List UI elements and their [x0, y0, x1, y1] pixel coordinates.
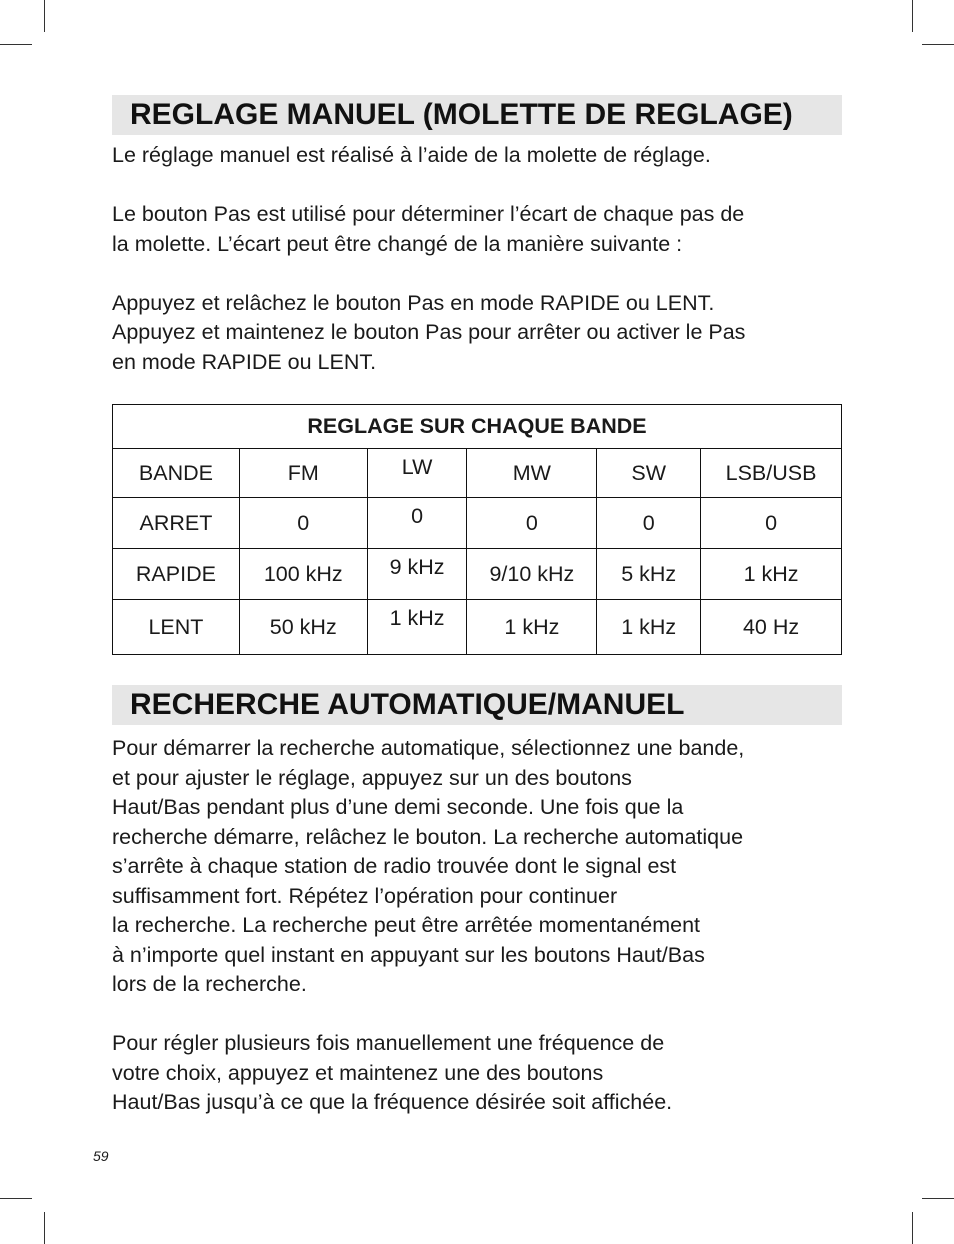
text-line: Appuyez et relâchez le bouton Pas en mode RAPIDE ou LENT.: [112, 290, 715, 315]
paragraph: [112, 141, 842, 171]
text-line: Le bouton Pas est utilisé pour déterminer l’écart de chaque pas de: [112, 202, 745, 226]
table-cell: LSB/USB: [701, 449, 842, 498]
text-line: Haut/Bas jusqu’à ce que la fréquence désirée soit affichée.: [112, 1090, 673, 1114]
table-row: [113, 449, 842, 498]
table-cell: 0: [467, 498, 597, 549]
crop-mark: [912, 0, 913, 32]
table-cell: BANDE: [113, 449, 240, 498]
table-cell: 1 kHz: [597, 600, 701, 655]
table-cell: FM: [239, 449, 367, 498]
crop-mark: [44, 1212, 45, 1244]
section-heading-manual-tuning: REGLAGE MANUEL (MOLETTE DE REGLAGE): [112, 95, 842, 135]
band-step-table: [112, 404, 842, 655]
table-cell: LENT: [113, 600, 240, 655]
table-cell: 100 kHz: [239, 549, 367, 600]
table-cell: 50 kHz: [239, 600, 367, 655]
paragraph: [112, 734, 842, 1000]
crop-mark: [44, 0, 45, 32]
text-line: suffisamment fort. Répétez l’opération pour continuer: [112, 883, 618, 908]
text-line: Pour démarrer la recherche automatique, sélectionnez une bande,: [112, 736, 745, 760]
table-cell: SW: [597, 449, 701, 498]
table-cell: ARRET: [113, 498, 240, 549]
table-cell: 9 kHz: [367, 549, 467, 600]
text-line: en mode RAPIDE ou LENT.: [112, 349, 377, 374]
table-cell: 1 kHz: [367, 600, 467, 655]
page-number: 59: [93, 1148, 109, 1164]
text-line: Pour régler plusieurs fois manuellement une fréquence de: [112, 1031, 665, 1055]
paragraph: [112, 289, 842, 378]
table-cell: 0: [597, 498, 701, 549]
crop-mark: [912, 1212, 913, 1244]
table-cell: MW: [467, 449, 597, 498]
crop-mark: [0, 44, 32, 45]
table-cell: LW: [367, 449, 467, 498]
table-cell: 40 Hz: [701, 600, 842, 655]
page-content: [112, 95, 842, 1118]
text-line: à n’importe quel instant en appuyant sur les boutons Haut/Bas: [112, 942, 705, 967]
text-line: la molette. L’écart peut être changé de la manière suivante :: [112, 231, 683, 256]
text-line: et pour ajuster le réglage, appuyez sur un des boutons: [112, 765, 632, 790]
text-line: s’arrête à chaque station de radio trouvée dont le signal est: [112, 854, 677, 878]
table-cell: 1 kHz: [701, 549, 842, 600]
paragraph: [112, 1029, 842, 1118]
table-cell: 5 kHz: [597, 549, 701, 600]
text-line: la recherche. La recherche peut être arrêtée momentanément: [112, 913, 700, 937]
text-line: Haut/Bas pendant plus d’une demi seconde. Une fois que la: [112, 795, 684, 819]
text-line: Appuyez et maintenez le bouton Pas pour arrêter ou activer le Pas: [112, 320, 746, 344]
table-cell: RAPIDE: [113, 549, 240, 600]
text-line: lors de la recherche.: [112, 972, 307, 996]
text-line: recherche démarre, relâchez le bouton. La recherche automatique: [112, 824, 744, 849]
crop-mark: [0, 1198, 32, 1199]
table-title: REGLAGE SUR CHAQUE BANDE: [113, 405, 842, 449]
table-cell: 0: [701, 498, 842, 549]
text-line: Le réglage manuel est réalisé à l’aide de la molette de réglage.: [112, 143, 711, 167]
crop-mark: [922, 1198, 954, 1199]
table-row: [113, 498, 842, 549]
text-line: votre choix, appuyez et maintenez une des boutons: [112, 1060, 604, 1085]
table-row: [113, 549, 842, 600]
paragraph: [112, 200, 842, 259]
table-cell: 9/10 kHz: [467, 549, 597, 600]
crop-mark: [922, 44, 954, 45]
section-heading-search: RECHERCHE AUTOMATIQUE/MANUEL: [112, 685, 842, 725]
table-cell: 1 kHz: [467, 600, 597, 655]
table-row: [113, 600, 842, 655]
table-cell: 0: [239, 498, 367, 549]
table-cell: 0: [367, 498, 467, 549]
